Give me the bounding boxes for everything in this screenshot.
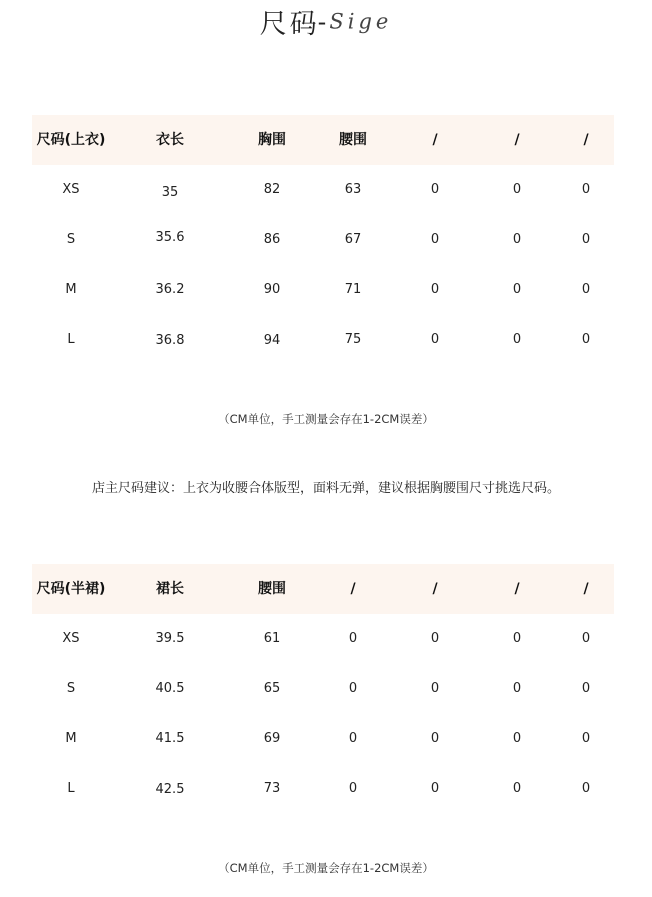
waist-cell: 69 bbox=[263, 731, 281, 746]
table-row bbox=[32, 165, 614, 215]
title-chinese: 尺码 bbox=[259, 9, 320, 40]
size-cell: L bbox=[67, 332, 75, 347]
length-cell: 41.5 bbox=[155, 731, 185, 746]
measurement-note: （CM单位，手工测量会存在1-2CM误差） bbox=[218, 861, 434, 875]
waist-cell: 65 bbox=[263, 681, 281, 696]
bust-cell: 86 bbox=[263, 232, 281, 247]
value-cell: 0 bbox=[430, 631, 440, 646]
value-cell: 0 bbox=[581, 232, 591, 247]
length-cell: 36.2 bbox=[155, 282, 185, 297]
header-skirt-length: 裙长 bbox=[156, 581, 184, 597]
table-row bbox=[32, 714, 614, 764]
value-cell: 0 bbox=[430, 681, 440, 696]
size-cell: M bbox=[65, 731, 77, 746]
header-placeholder: / bbox=[583, 581, 589, 597]
value-cell: 0 bbox=[581, 631, 591, 646]
value-cell: 0 bbox=[581, 182, 591, 197]
waist-cell: 75 bbox=[344, 332, 362, 347]
table-row bbox=[32, 764, 614, 814]
size-cell: XS bbox=[62, 182, 80, 197]
value-cell: 0 bbox=[512, 731, 522, 746]
bust-cell: 90 bbox=[263, 282, 281, 297]
header-placeholder: / bbox=[514, 581, 520, 597]
header-size: 尺码(半裙) bbox=[36, 581, 106, 597]
value-cell: 0 bbox=[430, 182, 440, 197]
value-cell: 0 bbox=[512, 282, 522, 297]
length-cell: 39.5 bbox=[155, 631, 185, 646]
header-placeholder: / bbox=[350, 581, 356, 597]
bust-cell: 94 bbox=[263, 333, 281, 348]
table-row bbox=[32, 614, 614, 664]
value-cell: 0 bbox=[430, 332, 440, 347]
header-waist: 腰围 bbox=[258, 581, 286, 597]
value-cell: 0 bbox=[581, 781, 591, 796]
size-advice: 店主尺码建议：上衣为收腰合体版型，面料无弹，建议根据胸腰围尺寸挑选尺码。 bbox=[91, 481, 560, 496]
value-cell: 0 bbox=[430, 232, 440, 247]
value-cell: 0 bbox=[581, 681, 591, 696]
header-placeholder: / bbox=[514, 132, 520, 148]
page-title bbox=[0, 2, 652, 46]
header-placeholder: / bbox=[432, 581, 438, 597]
size-cell: L bbox=[67, 781, 75, 796]
waist-cell: 71 bbox=[344, 282, 362, 297]
header-bust: 胸围 bbox=[258, 132, 286, 148]
value-cell: 0 bbox=[348, 681, 358, 696]
length-cell: 35 bbox=[161, 185, 179, 200]
value-cell: 0 bbox=[512, 781, 522, 796]
header-size: 尺码(上衣) bbox=[36, 132, 106, 148]
value-cell: 0 bbox=[512, 681, 522, 696]
measurement-note: （CM单位，手工测量会存在1-2CM误差） bbox=[218, 412, 434, 426]
table-header-row bbox=[32, 115, 614, 165]
waist-cell: 73 bbox=[263, 781, 281, 796]
header-length: 衣长 bbox=[156, 132, 184, 148]
table-row bbox=[32, 215, 614, 265]
value-cell: 0 bbox=[512, 332, 522, 347]
header-placeholder: / bbox=[432, 132, 438, 148]
value-cell: 0 bbox=[512, 232, 522, 247]
value-cell: 0 bbox=[348, 631, 358, 646]
size-cell: S bbox=[66, 681, 76, 696]
value-cell: 0 bbox=[512, 631, 522, 646]
size-cell: XS bbox=[62, 631, 80, 646]
header-placeholder: / bbox=[583, 132, 589, 148]
size-cell: S bbox=[66, 232, 76, 247]
table-row bbox=[32, 664, 614, 714]
header-waist: 腰围 bbox=[339, 132, 367, 148]
value-cell: 0 bbox=[581, 731, 591, 746]
length-cell: 40.5 bbox=[155, 681, 185, 696]
value-cell: 0 bbox=[430, 731, 440, 746]
title-english: Sige bbox=[329, 9, 393, 34]
table-row bbox=[32, 265, 614, 315]
size-cell: M bbox=[65, 282, 77, 297]
value-cell: 0 bbox=[430, 781, 440, 796]
waist-cell: 61 bbox=[263, 631, 281, 646]
value-cell: 0 bbox=[581, 282, 591, 297]
length-cell: 42.5 bbox=[155, 782, 185, 797]
value-cell: 0 bbox=[512, 182, 522, 197]
value-cell: 0 bbox=[581, 332, 591, 347]
title-dash: - bbox=[317, 7, 327, 36]
value-cell: 0 bbox=[430, 282, 440, 297]
length-cell: 35.6 bbox=[155, 230, 185, 245]
table-header-row bbox=[32, 564, 614, 614]
value-cell: 0 bbox=[348, 781, 358, 796]
value-cell: 0 bbox=[348, 731, 358, 746]
waist-cell: 67 bbox=[344, 232, 362, 247]
skirt-size-table bbox=[32, 564, 614, 814]
top-size-table bbox=[32, 115, 614, 365]
bust-cell: 82 bbox=[263, 182, 281, 197]
length-cell: 36.8 bbox=[155, 333, 185, 348]
waist-cell: 63 bbox=[344, 182, 362, 197]
table-row bbox=[32, 315, 614, 365]
